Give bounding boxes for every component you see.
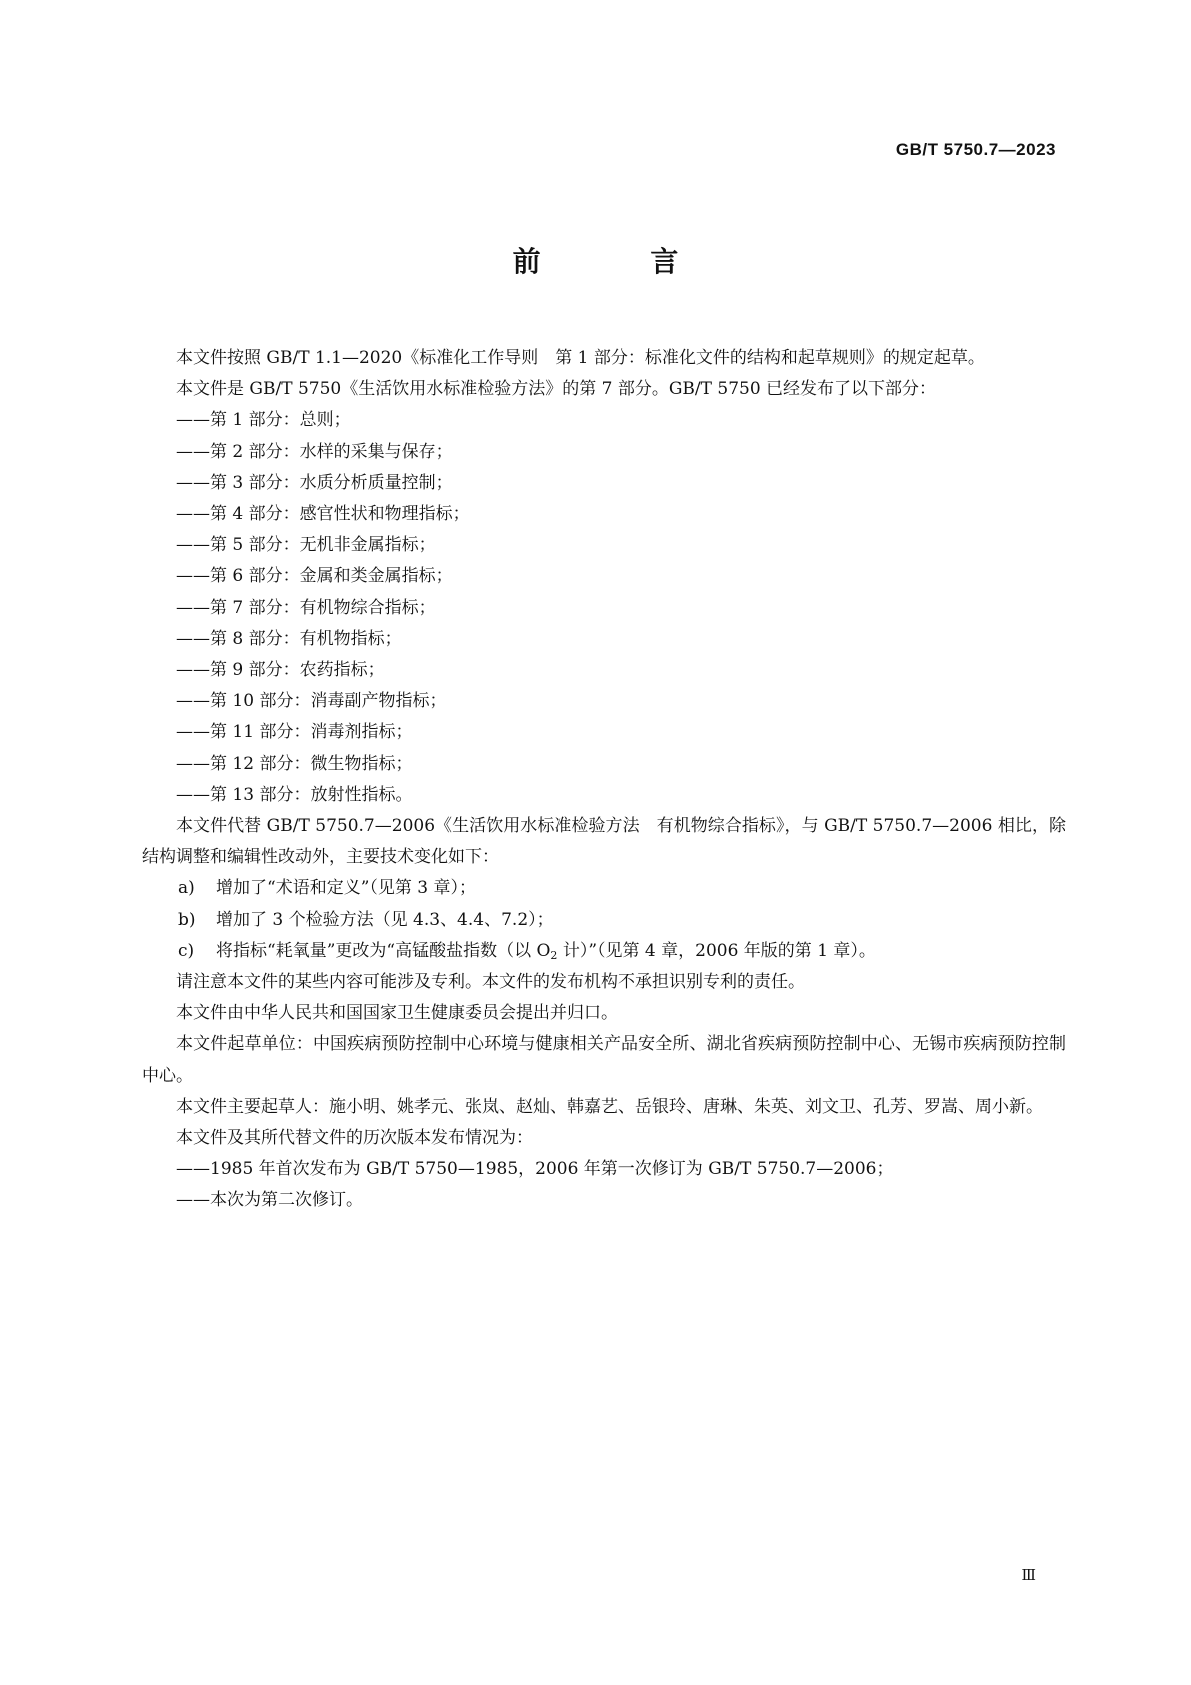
list-item: ——第 11 部分：消毒剂指标； [176,722,413,743]
change-letter: c) [178,940,195,961]
foreword-body [142,343,1066,1217]
change-item-b [142,905,1066,936]
list-item: ——第 7 部分：有机物综合指标； [176,597,436,618]
list-item: ——第 8 部分：有机物指标； [176,628,402,649]
change-item-c [142,936,1066,967]
list-item: ——第 4 部分：感官性状和物理指标； [176,504,470,525]
change-text: 将指标“耗氧量”更改为“高锰酸盐指数（以 O [216,940,551,961]
list-item: ——第 2 部分：水样的采集与保存； [176,441,453,462]
change-text: 增加了“术语和定义”（见第 3 章）； [216,878,477,899]
paragraph-drafting-rules: 本文件按照 GB/T 1.1—2020《标准化工作导则 第 1 部分：标准化文件的结构和起草规则》的规定起草。 [176,348,985,368]
paragraph-patent: 请注意本文件的某些内容可能涉及专利。本文件的发布机构不承担识别专利的责任。 [176,972,805,993]
paragraph-drafters: 本文件主要起草人：施小明、姚孝元、张岚、赵灿、韩嘉艺、岳银玲、唐琳、朱英、刘文卫、孔芳、罗嵩、周小新。 [176,1096,1043,1117]
paragraph-series-intro: 本文件是 GB/T 5750《生活饮用水标准检验方法》的第 7 部分。GB/T 5750 已经发布了以下部分： [176,379,937,400]
parts-list [142,405,1066,811]
list-item: ——第 10 部分：消毒副产物指标； [176,691,447,712]
list-item: ——第 3 部分：水质分析质量控制； [176,472,453,493]
list-item: ——第 13 部分：放射性指标。 [176,784,413,805]
list-item: ——第 5 部分：无机非金属指标； [176,535,436,556]
change-item-a [142,873,1066,904]
change-letter: b) [178,909,196,930]
change-text: 计）”（见第 4 章，2006 年版的第 1 章）。 [557,940,876,961]
standard-code: GB/T 5750.7—2023 [895,140,1056,159]
history-item: ——1985 年首次发布为 GB/T 5750—1985，2006 年第一次修订为 GB/T 5750.7—2006； [176,1159,894,1180]
list-item: ——第 12 部分：微生物指标； [176,753,413,774]
subscript: 2 [550,948,558,962]
page-number: Ⅲ [1021,1566,1036,1584]
list-item: ——第 9 部分：农药指标； [176,660,385,681]
list-item: ——第 1 部分：总则； [176,410,351,431]
list-item: ——第 6 部分：金属和类金属指标； [176,566,453,587]
paragraph-replacement: 本文件代替 GB/T 5750.7—2006《生活饮用水标准检验方法 有机物综合指标》，与 GB/T 5750.7—2006 相比，除结构调整和编辑性改动外，主要技术变化如下： [142,816,1066,868]
paragraph-drafting-units: 本文件起草单位：中国疾病预防控制中心环境与健康相关产品安全所、湖北省疾病预防控制中心、无锡市疾病预防控制中心。 [142,1034,1066,1086]
changes-list [142,873,1066,967]
paragraph-history-intro: 本文件及其所代替文件的历次版本发布情况为： [176,1128,533,1149]
page-title: 前 言 [512,245,729,278]
history-item: ——本次为第二次修订。 [176,1190,363,1211]
change-letter: a) [178,878,195,899]
change-text: 增加了 3 个检验方法（见 4.3、4.4、7.2）； [216,909,554,930]
paragraph-proposer: 本文件由中华人民共和国国家卫生健康委员会提出并归口。 [176,1003,618,1024]
